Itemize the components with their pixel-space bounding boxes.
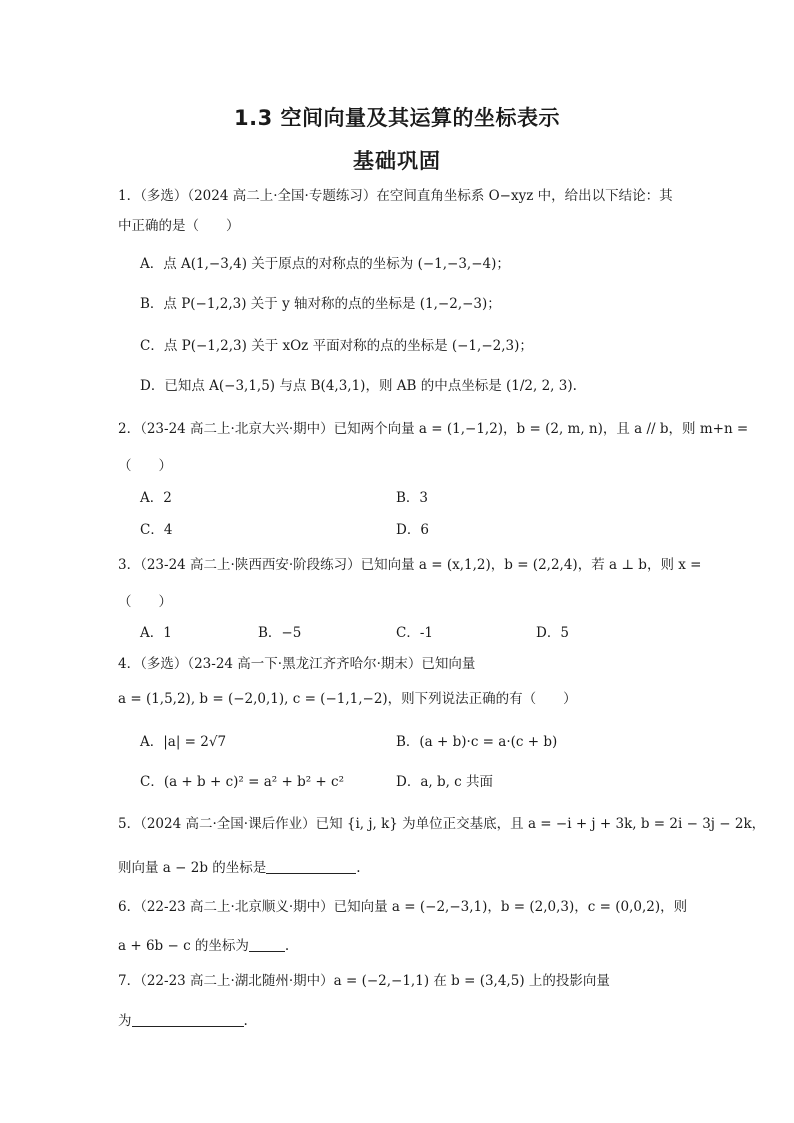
answer-blank[interactable]	[249, 937, 285, 952]
q4-option-b: B．(a + b)·c = a·(c + b)	[396, 734, 558, 750]
q5-stem-line-1: 5．（2024 高二·全国·课后作业）已知 {i, j, k} 为单位正交基底，且 a = −i + j + 3k, b = 2i − 3j − 2k，	[118, 816, 766, 832]
q7-period: .	[243, 1013, 248, 1029]
answer-blank[interactable]	[266, 859, 356, 874]
section-title: 基础巩固	[353, 149, 441, 173]
q5-period: .	[356, 860, 361, 876]
q2-option-d: D．6	[396, 522, 429, 538]
q1-option-a: A．点 A(1,−3,4) 关于原点的对称点的坐标为 (−1,−3,−4)；	[140, 256, 510, 272]
q1-option-b: B．点 P(−1,2,3) 关于 y 轴对称的点的坐标是 (1,−2,−3)；	[140, 296, 501, 312]
q3-option-c: C．-1	[396, 625, 433, 641]
q3-option-b: B．−5	[258, 625, 302, 641]
q1-option-c: C．点 P(−1,2,3) 关于 xOz 平面对称的点的坐标是 (−1,−2,3)；	[140, 338, 533, 354]
q6-stem-line-2	[118, 937, 289, 955]
q2-stem-line-2: （ ）	[118, 458, 172, 474]
q7-stem-line-1: 7．（22-23 高二上·湖北随州·期中）a = (−2,−1,1) 在 b = (3,4,5) 上的投影向量	[118, 973, 610, 989]
q3-option-d: D．5	[536, 625, 569, 641]
q7-stem-line-2	[118, 1012, 248, 1030]
q6-stem-text: a + 6b − c 的坐标为	[118, 938, 249, 954]
answer-blank[interactable]	[132, 1012, 244, 1027]
q4-option-d: D．a, b, c 共面	[396, 774, 494, 790]
q3-stem-line-2: （ ）	[118, 594, 172, 610]
q4-option-a: A．|a| = 2√7	[140, 734, 227, 750]
q2-option-b: B．3	[396, 490, 429, 506]
q4-option-c: C．(a + b + c)² = a² + b² + c²	[140, 774, 344, 790]
q3-option-a: A．1	[140, 625, 172, 641]
q6-stem-line-1: 6．（22-23 高二上·北京顺义·期中）已知向量 a = (−2,−3,1)，b = (2,0,3)，c = (0,0,2)，则	[118, 899, 688, 915]
q2-stem-line-1: 2．（23-24 高二上·北京大兴·期中）已知两个向量 a = (1,−1,2)，b = (2, m, n)，且 a // b，则 m+n =	[118, 421, 749, 437]
q2-option-c: C．4	[140, 522, 173, 538]
q2-option-a: A．2	[140, 490, 172, 506]
q1-stem-line-1: 1．（多选）（2024 高二上·全国·专题练习）在空间直角坐标系 O−xyz 中，给出以下结论：其	[118, 188, 673, 204]
document-title: 1.3 空间向量及其运算的坐标表示	[233, 106, 560, 130]
q4-stem-line-1: 4．（多选）（23-24 高一下·黑龙江齐齐哈尔·期末）已知向量	[118, 656, 476, 672]
q6-period: .	[284, 938, 290, 954]
q5-stem-text: 则向量 a − 2b 的坐标是	[118, 860, 267, 876]
q3-stem-line-1: 3．（23-24 高二上·陕西西安·阶段练习）已知向量 a = (x,1,2)，b = (2,2,4)，若 a ⊥ b，则 x =	[118, 557, 702, 573]
q5-stem-line-2	[118, 859, 361, 877]
q1-option-d: D．已知点 A(−3,1,5) 与点 B(4,3,1)，则 AB 的中点坐标是 (1/2, 2, 3).	[140, 378, 577, 394]
q4-stem-line-2: a = (1,5,2), b = (−2,0,1), c = (−1,1,−2)，则下列说法正确的有（ ）	[118, 691, 577, 707]
q1-stem-line-2: 中正确的是（ ）	[118, 218, 240, 234]
q7-stem-text: 为	[118, 1013, 132, 1029]
